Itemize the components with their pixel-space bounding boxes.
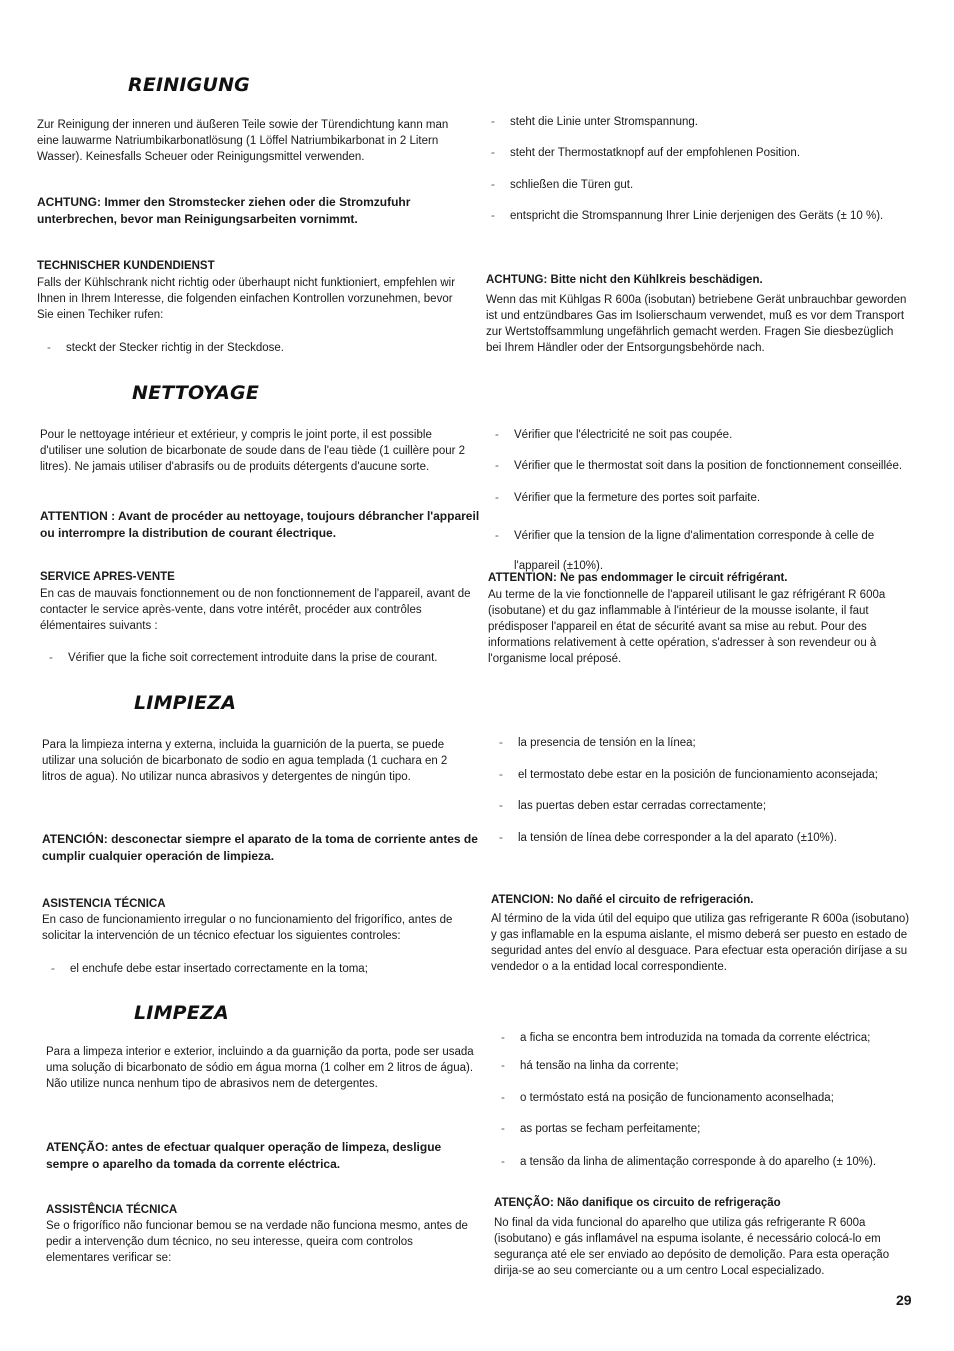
warning-de: ACHTUNG: Immer den Stromstecker ziehen oder die Stromzufuhr unterbrechen, bevor man Reinigungsarbeiten vornimmt. — [37, 195, 411, 226]
check-item-pt-1: - a ficha se encontra bem introduzida na tomada da corrente eléctrica; — [520, 1030, 870, 1046]
circuit-warning-text-pt: No final da vida funcional do aparelho que utiliza gás refrigerante R 600a (isobutano) e gás inflamável na espuma isolante, é necessário colocá-lo em segurança até ele ser enviado ao depósito de demolição. Para esta operação dirija-se ao seu comerciante ou a um centro Local especializado. — [494, 1217, 890, 1277]
section-title-es: LIMPIEZA — [134, 692, 237, 714]
check-item-fr-5: - Vérifier que la tension de la ligne d'alimentation corresponde à celle de l'appareil (±10%). — [514, 521, 914, 581]
check-item-es-4: - las puertas deben estar cerradas correctamente; — [518, 798, 766, 814]
check-item-pt-5: - a tensão da linha de alimentação corresponde à do aparelho (± 10%). — [520, 1154, 876, 1170]
section-title-fr: NETTOYAGE — [132, 382, 260, 404]
service-text-de: Falls der Kühlschrank nicht richtig oder überhaupt nicht funktioniert, empfehlen wir Ihnen in Ihrem Interesse, die folgenden einfachen Kontrollen vorzunehmen, bevor Sie einen Techiker rufen: — [37, 277, 456, 321]
check-item-es-5: - la tensión de línea debe corresponder a la del aparato (±10%). — [518, 830, 837, 846]
intro-paragraph-es: Para la limpieza interna y externa, incluida la guarnición de la puerta, se puede utilizar una solución de bicarbonato de sodio en agua templada (1 cuchara en 2 litros de agua). No utilizar nunca abrasivos y detergentes de ningún tipo. — [42, 739, 448, 783]
circuit-warning-heading-fr: ATTENTION: Ne pas endommager le circuit réfrigérant. — [488, 572, 788, 584]
section-title-pt: LIMPEZA — [134, 1002, 229, 1024]
intro-paragraph-fr: Pour le nettoyage intérieur et extérieur, y compris le joint porte, il est possible d'utiliser une solution de bicarbonate de soude dans de l'eau tiède (1 cuillère pour 2 litres). Ne jamais utiliser d'abrasifs ou de produits détergents d'aucune sorte. — [40, 429, 466, 473]
check-item-de-3: - steht der Thermostatknopf auf der empfohlenen Position. — [510, 145, 800, 161]
warning-pt: ATENÇÃO: antes de efectuar qualquer operação de limpeza, desligue sempre o aparelho da tomada da corrente eléctrica. — [46, 1140, 442, 1171]
section-title-de: REINIGUNG — [128, 74, 250, 96]
warning-es: ATENCIÓN: desconectar siempre el aparato de la toma de corriente antes de cumplir cualquier operación de limpieza. — [42, 832, 478, 863]
check-item-de-2: - steht die Linie unter Stromspannung. — [510, 114, 698, 130]
page-number: 29 — [896, 1292, 912, 1308]
circuit-warning-heading-pt: ATENÇÃO: Não danifique os circuito de refrigeração — [494, 1197, 781, 1209]
intro-paragraph-pt: Para a limpeza interior e exterior, incluindo a da guarnição da porta, pode ser usada uma solução di bicarbonato de sódio em água morna (1 colher em 2 litros de água). Não utilize nunca nenhum tipo de abrasivos nem de detergentes. — [46, 1046, 474, 1090]
check-item-fr-3: - Vérifier que le thermostat soit dans la position de fonctionnement conseillée. — [514, 458, 902, 474]
service-text-fr: En cas de mauvais fonctionnement ou de non fonctionnement de l'appareil, avant de contacter le service après-vente, dans votre intérêt, procéder aux contrôles élémentaires suivants : — [40, 588, 471, 632]
service-text-pt: Se o frigorífico não funcionar bemou se na verdade não funciona mesmo, antes de pedir a intervenção dum técnico, no seu interesse, queira com controlos elementares verificar se: — [46, 1220, 468, 1264]
check-item-es-2: - la presencia de tensión en la línea; — [518, 735, 696, 751]
service-heading-de: TECHNISCHER KUNDENDIENST — [37, 260, 215, 272]
service-heading-fr: SERVICE APRES-VENTE — [40, 571, 175, 583]
intro-paragraph-de: Zur Reinigung der inneren und äußeren Teile sowie der Türendichtung kann man eine lauwarme Natriumbikarbonatlösung (1 Löffel Natriumbikarbonat in 2 Litern Wasser). Keinesfalls Scheuer oder Reinigungsmittel verwenden. — [37, 119, 449, 163]
check-item-fr-4: - Vérifier que la fermeture des portes soit parfaite. — [514, 490, 760, 506]
check-item-de-4: - schließen die Türen gut. — [510, 177, 633, 193]
circuit-warning-text-de: Wenn das mit Kühlgas R 600a (isobutan) betriebene Gerät unbrauchbar geworden ist und entzündbares Gas im Isolierschaum verwendet, muß es vor dem Transport zur Wertstoffsammlung ungefährlich gemacht werden. Fragen Sie diesbezüglich bei Ihrem Händler oder der Entsorgungsbehörde nach. — [486, 294, 907, 354]
check-item-es-3: - el termostato debe estar en la posición de funcionamiento aconsejada; — [518, 767, 878, 783]
check-item-pt-2: - há tensão na linha da corrente; — [520, 1058, 679, 1074]
check-item-de-5: - entspricht die Stromspannung Ihrer Linie derjenigen des Geräts (± 10 %). — [510, 208, 883, 224]
service-heading-es: ASISTENCIA TÉCNICA — [42, 898, 166, 910]
warning-fr: ATTENTION : Avant de procéder au nettoyage, toujours débrancher l'appareil ou interrompre la distribution de courant électrique. — [40, 509, 480, 540]
check-item-es-1: - el enchufe debe estar insertado correctamente en la toma; — [70, 961, 368, 977]
check-item-fr-2: - Vérifier que l'électricité ne soit pas coupée. — [514, 427, 732, 443]
check-item-pt-4: - as portas se fecham perfeitamente; — [520, 1121, 700, 1137]
circuit-warning-heading-de: ACHTUNG: Bitte nicht den Kühlkreis beschädigen. — [486, 274, 763, 286]
service-heading-pt: ASSISTÊNCIA TÉCNICA — [46, 1204, 178, 1216]
circuit-warning-heading-es: ATENCION: No dañé el circuito de refrigeración. — [491, 894, 754, 906]
check-item-fr-1: - Vérifier que la fiche soit correctement introduite dans la prise de courant. — [68, 650, 437, 666]
circuit-warning-text-es: Al término de la vida útil del equipo que utiliza gas refrigerante R 600a (isobutano) y gas inflamable en la espuma aislante, el mismo deberá ser puesto en estado de seguridad antes del envío al desguace. Para efectuar esta operación diríjase a su vendedor o a la entidad local correspondiente. — [491, 913, 910, 973]
circuit-warning-text-fr: Au terme de la vie fonctionnelle de l'appareil utilisant le gaz réfrigérant R 600a (isobutane) et du gaz inflammable à l'intérieur de la mousse isolante, il faut prédisposer l'appareil en état de sécurité avant sa mise au rebut. Pour des informations relativement à cette opération, s'adresser à son revendeur ou à l'organisme local préposé. — [488, 589, 886, 665]
service-text-es: En caso de funcionamiento irregular o no funcionamiento del frigorífico, antes de solicitar la intervención de un técnico efectuar los siguientes controles: — [42, 914, 453, 942]
check-item-pt-3: - o termóstato está na posição de funcionamento aconselhada; — [520, 1090, 834, 1106]
check-item-de-1: - steckt der Stecker richtig in der Steckdose. — [66, 340, 284, 356]
